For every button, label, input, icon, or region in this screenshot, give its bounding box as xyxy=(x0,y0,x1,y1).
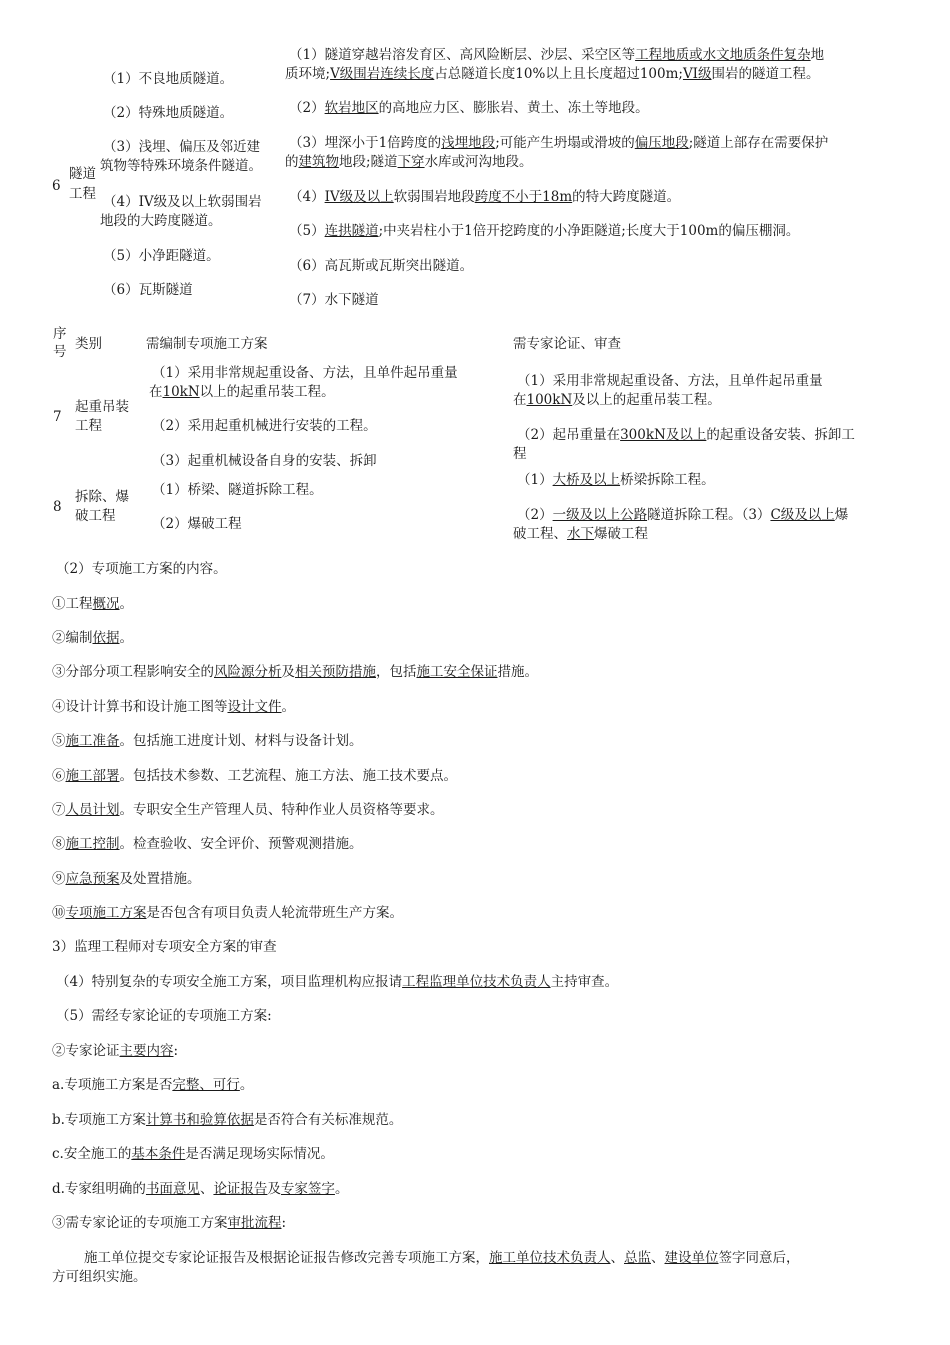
list-item: ⑨应急预案及处置措施。 xyxy=(52,871,201,887)
list-item: （1）桥梁、隧道拆除工程。 xyxy=(152,482,323,498)
list-item: 地段的大跨度隧道。 xyxy=(100,213,222,229)
paragraph: ②专家论证主要内容: xyxy=(52,1043,179,1059)
list-item: （6）瓦斯隧道 xyxy=(103,282,193,298)
list-item: （3）起重机械设备自身的安装、拆卸 xyxy=(152,453,377,469)
list-item: （2）特殊地质隧道。 xyxy=(103,105,234,121)
paragraph: ③需专家论证的专项施工方案审批流程: xyxy=(52,1215,287,1231)
list-item: 在100kN及以上的起重吊装工程。 xyxy=(513,392,721,408)
paragraph: （5）需经专家论证的专项施工方案: xyxy=(56,1008,272,1024)
list-item: 在10kN以上的起重吊装工程。 xyxy=(149,384,335,400)
row-number: 6 xyxy=(52,178,61,194)
list-item: （4）IV级及以上软弱围岩 xyxy=(103,194,262,210)
list-item: c.安全施工的基本条件是否满足现场实际情况。 xyxy=(52,1146,334,1162)
list-item: 程 xyxy=(513,446,527,462)
header-expert: 需专家论证、审查 xyxy=(513,336,621,352)
list-item: （3）浅埋、偏压及邻近建 xyxy=(103,139,261,155)
list-item: （2）爆破工程 xyxy=(152,516,242,532)
list-item: ④设计计算书和设计施工图等设计文件。 xyxy=(52,699,295,715)
header-seq: 号 xyxy=(53,344,67,360)
list-item: 筑物等特殊环境条件隧道。 xyxy=(100,158,262,174)
list-item: a.专项施工方案是否完整、可行。 xyxy=(52,1077,254,1093)
row-category: 工程 xyxy=(69,186,96,202)
list-item: （2）采用起重机械进行安装的工程。 xyxy=(152,418,377,434)
row-category: 破工程 xyxy=(75,508,116,524)
list-item: 破工程、水下爆破工程 xyxy=(513,526,648,542)
row-number: 8 xyxy=(53,499,62,515)
header-seq: 序 xyxy=(53,326,67,342)
list-item: （1）大桥及以上桥梁拆除工程。 xyxy=(517,472,715,488)
list-item: （5）连拱隧道;中夹岩柱小于1倍开挖跨度的小净距隧道;长度大于100m的偏压棚洞。 xyxy=(289,223,800,239)
list-item: （4）IV级及以上软弱围岩地段跨度不小于18m的特大跨度隧道。 xyxy=(289,189,681,205)
list-item: ⑥施工部署。包括技术参数、工艺流程、施工方法、施工技术要点。 xyxy=(52,768,457,784)
row-category: 拆除、爆 xyxy=(75,489,129,505)
list-item: （7）水下隧道 xyxy=(289,292,379,308)
list-item: （6）高瓦斯或瓦斯突出隧道。 xyxy=(289,258,474,274)
row-number: 7 xyxy=(53,409,62,425)
list-item: b.专项施工方案计算书和验算依据是否符合有关标准规范。 xyxy=(52,1112,403,1128)
list-item: ①工程概况。 xyxy=(52,596,133,612)
list-item: ②编制依据。 xyxy=(52,630,133,646)
section-heading: （2）专项施工方案的内容。 xyxy=(56,561,227,577)
list-item: ⑦人员计划。专职安全生产管理人员、特种作业人员资格等要求。 xyxy=(52,802,444,818)
row-category: 工程 xyxy=(75,418,102,434)
list-item: ⑧施工控制。检查验收、安全评价、预警观测措施。 xyxy=(52,836,363,852)
list-item: （5）小净距隧道。 xyxy=(103,248,220,264)
list-item: （1）采用非常规起重设备、方法，且单件起吊重量 xyxy=(517,373,823,389)
list-item: d.专家组明确的书面意见、论证报告及专家签字。 xyxy=(52,1181,349,1197)
list-item: 质环境;V级围岩连续长度占总隧道长度10%以上且长度超过100m;VI级围岩的隧道工程。 xyxy=(285,66,820,82)
list-item: （1）不良地质隧道。 xyxy=(103,71,234,87)
list-item: （1）隧道穿越岩溶发育区、高风险断层、沙层、采空区等工程地质或水文地质条件复杂地 xyxy=(289,47,825,63)
header-plan: 需编制专项施工方案 xyxy=(146,336,268,352)
row-category: 隧道 xyxy=(69,166,96,182)
list-item: ⑤施工准备。包括施工进度计划、材料与设备计划。 xyxy=(52,733,363,749)
paragraph: （4）特别复杂的专项安全施工方案，项目监理机构应报请工程监理单位技术负责人主持审查。 xyxy=(56,974,619,990)
paragraph: 施工单位提交专家论证报告及根据论证报告修改完善专项施工方案，施工单位技术负责人、总监、建设单位签字同意后， xyxy=(84,1250,800,1266)
header-category: 类别 xyxy=(75,336,102,352)
section-heading: 3）监理工程师对专项安全方案的审查 xyxy=(52,939,277,955)
list-item: （2）起吊重量在300kN及以上的起重设备安装、拆卸工 xyxy=(517,427,855,443)
list-item: ⑩专项施工方案是否包含有项目负责人轮流带班生产方案。 xyxy=(52,905,403,921)
list-item: 的建筑物地段;隧道下穿水库或河沟地段。 xyxy=(285,154,533,170)
list-item: （1）采用非常规起重设备、方法，且单件起吊重量 xyxy=(152,365,458,381)
list-item: （3）埋深小于1倍跨度的浅埋地段;可能产生坍塌或滑坡的偏压地段;隧道上部存在需要保护 xyxy=(289,135,829,151)
list-item: （2）一级及以上公路隧道拆除工程。（3）C级及以上爆 xyxy=(517,507,849,523)
row-category: 起重吊装 xyxy=(75,399,129,415)
paragraph: 方可组织实施。 xyxy=(52,1269,147,1285)
list-item: ③分部分项工程影响安全的风险源分析及相关预防措施，包括施工安全保证措施。 xyxy=(52,664,538,680)
list-item: （2）软岩地区的高地应力区、膨胀岩、黄土、冻土等地段。 xyxy=(289,100,649,116)
